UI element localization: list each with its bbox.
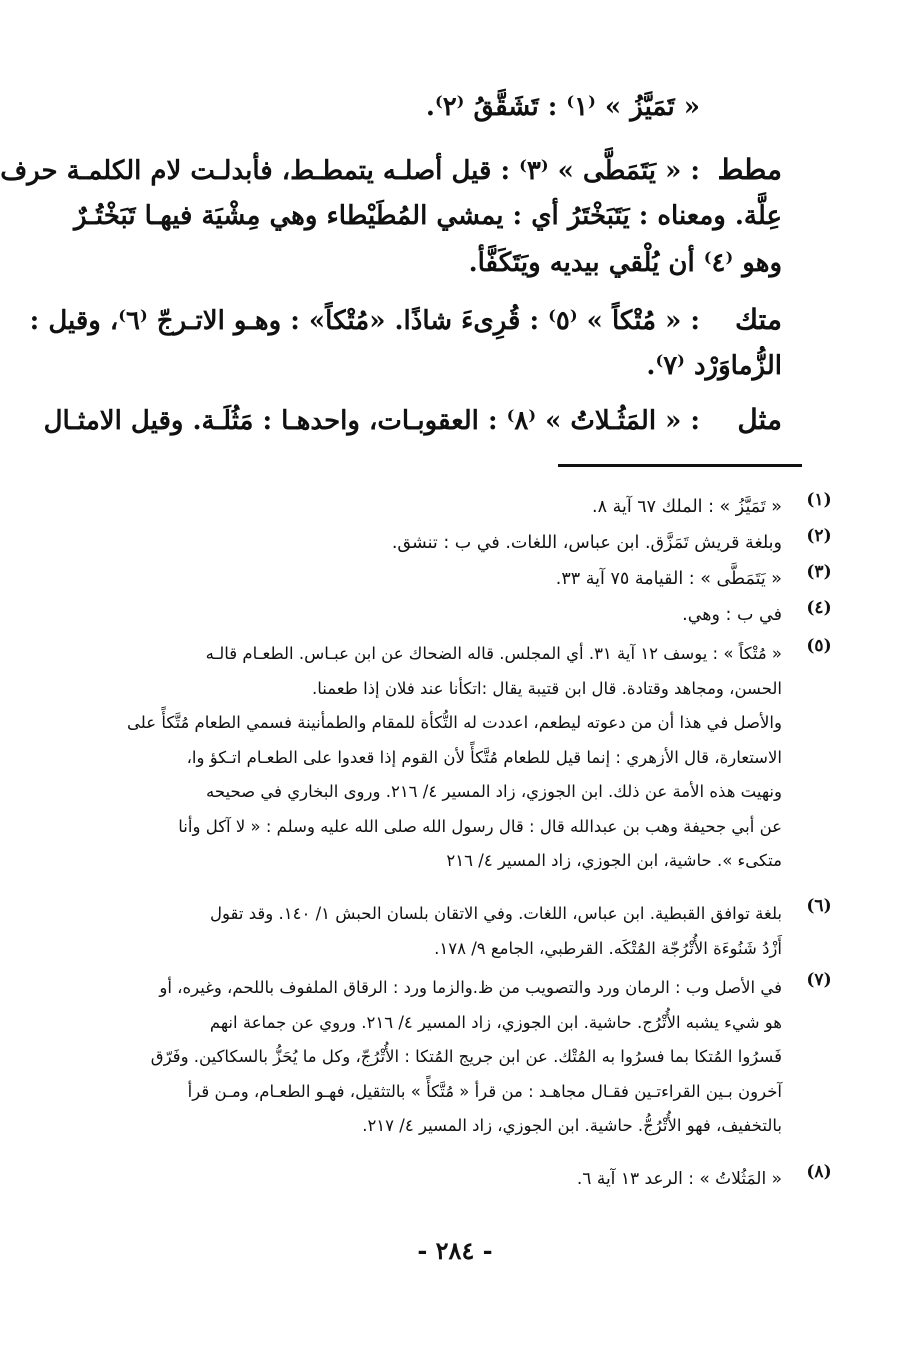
footnote-line: بلغة توافق القبطية. ابن عباس، اللغات. وفي الاتقان بلسان الحبش ١/ ١٤٠. وقد تقول — [210, 904, 782, 923]
footnote-5 — [110, 636, 832, 878]
entry-mtt — [0, 146, 782, 287]
entry-mthl — [43, 396, 782, 443]
entry-line: « تَمَيَّزُ » ⁽١⁾ : تَشَقَّقُ ⁽٢⁾. — [425, 92, 700, 122]
entry-line: : « مُتْكاً » ⁽٥⁾ : قُرِىءَ شاذًا. «مُتْكاً» : وهـو الاتـرجّ ⁽٦⁾، وقيل : — [29, 306, 700, 336]
footnote-line: والأصل في هذا أن من دعوته ليطعم، اعددت له التُّكأة للمقام والطمأنينة فسمي الطعام مُتَّكأً على — [127, 713, 782, 732]
footnote-line: وبلغة قريش تَمَزَّق. ابن عباس، اللغات. في ب : تنشق. — [391, 533, 782, 553]
footnote-4 — [110, 598, 832, 633]
footnote-line: أَزْدُ شَنُوءَة الأُتْرُجّة المُتْكَه. القرطبي، الجامع ٩/ ١٧٨. — [434, 938, 782, 958]
footnote-7 — [110, 970, 832, 1143]
footnote-line: الاستعارة، قال الأزهري : إنما قيل للطعام مُتَّكأً لأن القوم إذا قعدوا على الطعـام اتـكؤ وا، — [186, 747, 782, 767]
footnote-line: « مُتْكاً » : يوسف ١٢ آية ٣١. أي المجلس. قاله الضحاك عن ابن عبـاس. الطعـام قالـه — [205, 644, 782, 663]
footnote-line: بالتخفيف، فهو الأُتْرُجُّ. حاشية. ابن الجوزي، زاد المسير ٤/ ٢١٧. — [362, 1116, 782, 1135]
footnote-line: « تَمَيَّزُ » : الملك ٦٧ آية ٨. — [592, 497, 782, 517]
entry-line: الزُّماوَرْد ⁽٧⁾. — [646, 351, 782, 381]
footnote-6 — [110, 896, 832, 965]
footnote-number: (٢) — [806, 526, 832, 546]
entry-mtk — [29, 296, 782, 390]
footnote-number: (١) — [806, 490, 832, 510]
footnote-line: عن أبي جحيفة وهب بن عبدالله قال : قال رسول الله صلى الله عليه وسلم : « لا آكل وأنا — [178, 816, 782, 836]
footnote-1 — [110, 490, 832, 525]
footnote-3 — [110, 562, 832, 597]
entry-line: : « يَتَمَطَّى » ⁽٣⁾ : قيل أصلـه يتمطـط، فأبدلـت لام الكلمـة حرف — [0, 156, 700, 186]
footnote-number: (٤) — [806, 598, 832, 618]
footnote-line: متكىء ». حاشية، ابن الجوزي، زاد المسير ٤/ ٢١٦ — [446, 851, 782, 870]
footnote-divider — [558, 464, 802, 467]
footnote-number: (٣) — [806, 562, 832, 582]
footnote-line: « المَثُلاتُ » : الرعد ١٣ آية ٦. — [576, 1169, 782, 1189]
entry-root: مطط — [717, 153, 782, 186]
entry-line: وهو ⁽٤⁾ أن يُلْقي بيديه ويَتَكَفَّأ. — [468, 248, 782, 278]
footnote-line: ونهيت هذه الأمة عن ذلك. ابن الجوزي، زاد المسير ٤/ ٢١٦. وروى البخاري في صحيحه — [205, 782, 782, 801]
footnote-line: الحسن، ومجاهد وقتادة. قال ابن قتيبة يقال :اتكأنا عند فلان إذا طعمنا. — [311, 678, 782, 698]
entry-root: متك — [734, 303, 782, 336]
page-number: - ٢٨٤ - — [417, 1236, 493, 1265]
footnote-line: في الأصل وب : الرمان ورد والتصويب من ظ.والزما ورد : الرقاق الملفوف باللحم، وغيره، أو — [159, 978, 782, 997]
footnote-line: فَسرُوا المُتكا بما فسرُوا به المُتْك. عن ابن جريج المُتكا : الأُتْرُجّ، وكل ما يُحَزُّ بالسكاكين. وفَرّق — [150, 1047, 782, 1066]
entry-line: عِلَّة. ومعناه : يَتَبَخْتَرُ أي : يمشي المُطَيْطاء وهي مِشْيَة فيهـا تَبَخْتُـرٌ — [73, 201, 782, 231]
entry-line: : « المَثُـلاتُ » ⁽٨⁾ : العقوبـات، واحدهـا : مَثُلَـة. وقيل الامثـال — [43, 406, 700, 436]
footnote-line: في ب : وهي. — [682, 605, 782, 625]
entry-root: مثل — [737, 403, 782, 436]
footnote-number: (٨) — [806, 1162, 832, 1182]
footnote-line: « يَتَمَطَّى » : القيامة ٧٥ آية ٣٣. — [555, 569, 782, 589]
footnote-number: (٦) — [806, 896, 832, 916]
entry-continuation — [110, 84, 782, 131]
footnote-line: آخرون بـين القراءتـين فقـال مجاهـد : من قرأ « مُتَّكأً » بالتثقيل، فهـو الطعـام، ومـن قرأ — [187, 1081, 782, 1101]
footnote-line: هو شيء يشبه الأُتْرُج. حاشية. ابن الجوزي، زاد المسير ٤/ ٢١٦. وروي عن جماعة انهم — [209, 1012, 782, 1032]
footnote-number: (٥) — [806, 636, 832, 656]
footnote-8 — [110, 1162, 832, 1197]
footnote-2 — [110, 526, 832, 561]
footnote-number: (٧) — [806, 970, 832, 990]
